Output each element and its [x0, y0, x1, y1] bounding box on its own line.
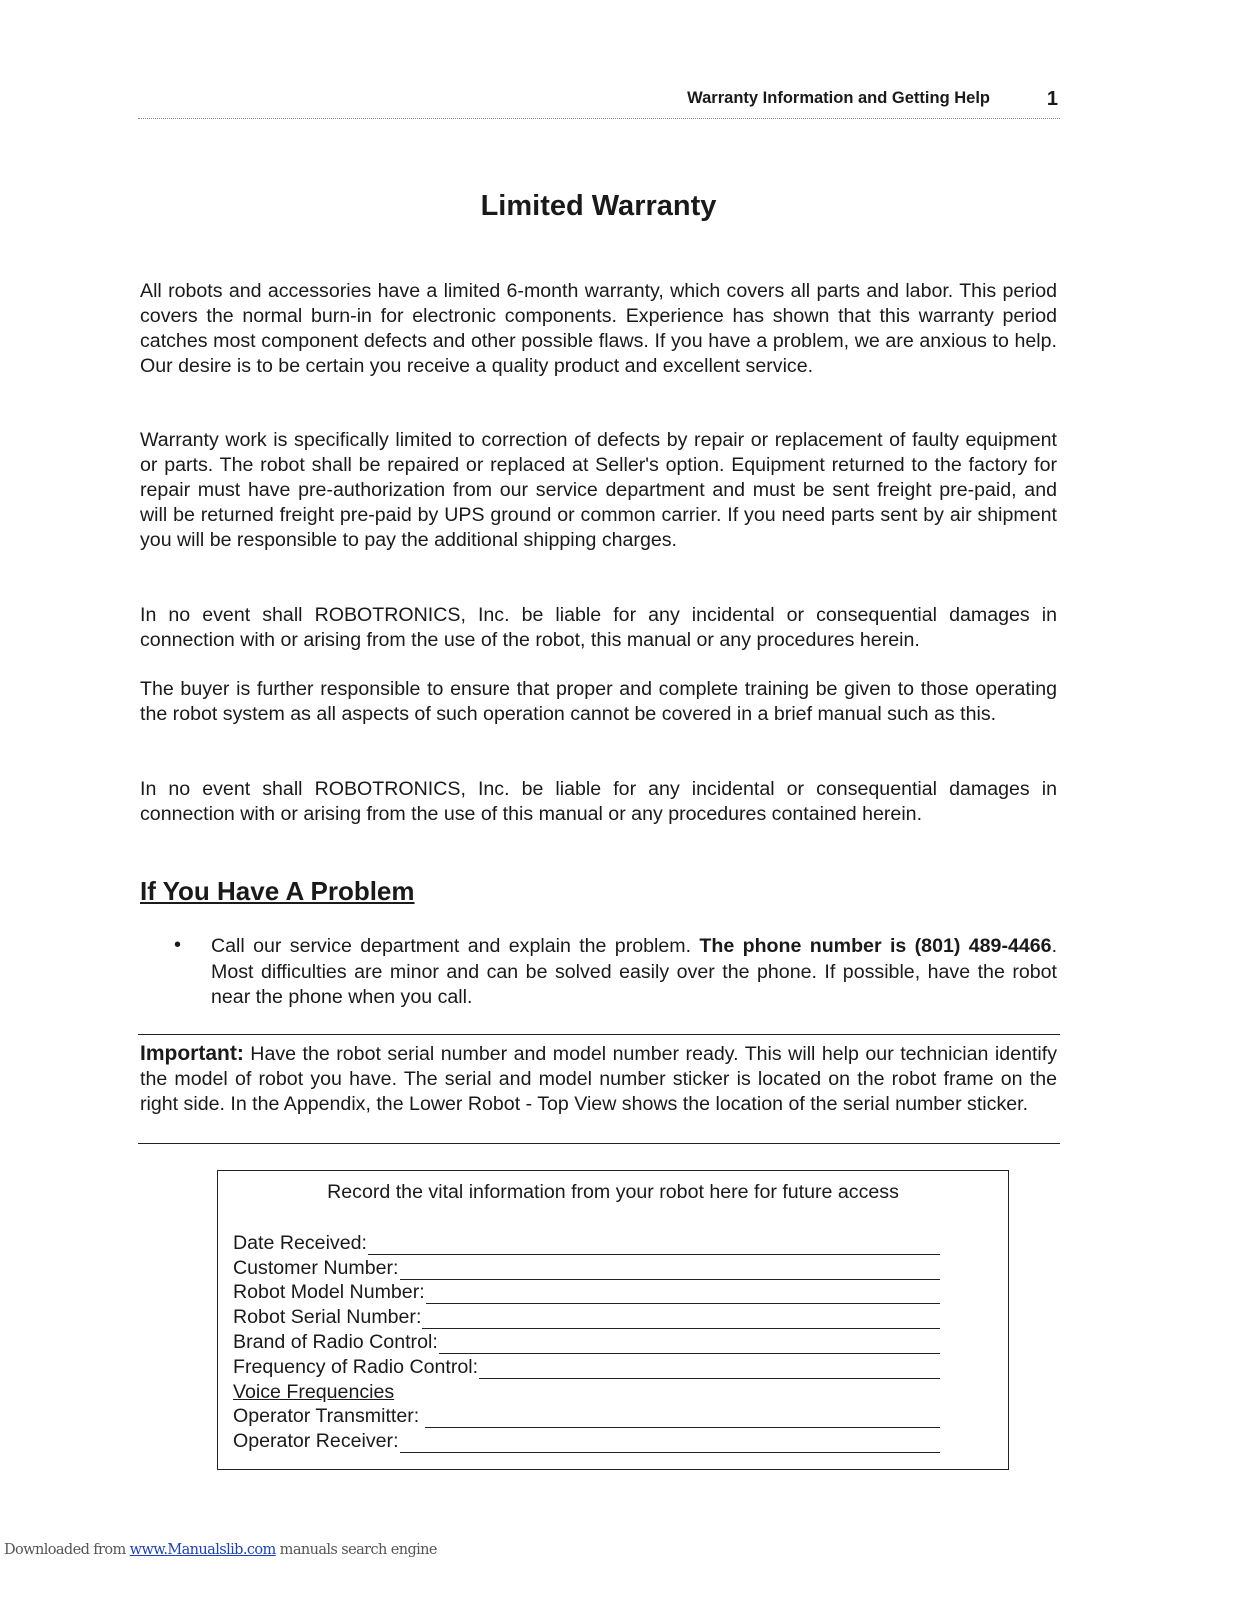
- header-section-title: Warranty Information and Getting Help: [687, 89, 990, 107]
- blank-line[interactable]: [400, 1261, 940, 1280]
- voice-frequencies-heading: Voice Frequencies: [233, 1380, 395, 1403]
- warranty-paragraph-2: Warranty work is specifically limited to correction of defects by repair or replacement of faulty equipment or parts. The robot shall be repaired or replaced at Seller's option. Equipment returned to the factory for repair must have pre-authorization from our service department and must be sent freight pre-paid, and will be returned freight pre-paid by UPS ground or common carrier. If you need parts sent by air shipment you will be responsible to pay the additional shipping charges.: [140, 429, 1057, 551]
- problem-bullet: [211, 934, 1057, 1011]
- important-text: Have the robot serial number and model number ready. This will help our technician identify the model of robot you have. The serial and model number sticker is located on the robot frame on the right side. In the Appendix, the Lower Robot - Top View shows the location of the serial number sticker.: [140, 1043, 1057, 1115]
- field-radio-brand: Brand of Radio Control:: [233, 1329, 940, 1354]
- page-title: Limited Warranty: [480, 190, 717, 222]
- blank-line[interactable]: [425, 1409, 940, 1428]
- blank-line[interactable]: [479, 1360, 940, 1379]
- field-date-received: Date Received:: [233, 1230, 940, 1255]
- blank-line[interactable]: [426, 1285, 940, 1304]
- warranty-paragraph-3: In no event shall ROBOTRONICS, Inc. be liable for any incidental or consequential damages in connection with or arising from the use of the robot, this manual or any procedures herein.: [140, 604, 1057, 651]
- problem-heading: If You Have A Problem: [140, 876, 415, 906]
- field-robot-model-number: Robot Model Number:: [233, 1280, 940, 1305]
- warranty-paragraph-1: All robots and accessories have a limited 6-month warranty, which covers all parts and labor. This period covers the normal burn-in for electronic components. Experience has shown that this warranty period catches most component defects and other possible flaws. If you have a problem, we are anxious to help. Our desire is to be certain you receive a quality product and excellent service.: [140, 280, 1057, 377]
- bullet-icon: •: [174, 934, 182, 956]
- important-note: [138, 1034, 1060, 1144]
- bullet-text-after: . Most difficulties are minor and can be solved easily over the phone. If possible, have the robot near the phone when you call.: [211, 935, 1058, 1008]
- record-info-box: [217, 1170, 1009, 1470]
- page-header: [138, 86, 1060, 119]
- field-customer-number: Customer Number:: [233, 1255, 940, 1280]
- important-label: Important:: [140, 1042, 244, 1065]
- blank-line[interactable]: [400, 1434, 940, 1453]
- record-box-title: Record the vital information from your robot here for future access: [327, 1181, 899, 1203]
- field-robot-serial-number: Robot Serial Number:: [233, 1304, 940, 1329]
- bullet-text-before: Call our service department and explain the problem.: [211, 935, 700, 957]
- warranty-paragraph-4: The buyer is further responsible to ensure that proper and complete training be given to those operating the robot system as all aspects of such operation cannot be covered in a brief manual such as this.: [140, 678, 1057, 725]
- field-operator-receiver: Operator Receiver:: [233, 1428, 940, 1453]
- field-operator-transmitter: Operator Transmitter:: [233, 1404, 940, 1429]
- warranty-paragraph-5: In no event shall ROBOTRONICS, Inc. be liable for any incidental or consequential damages in connection with or arising from the use of this manual or any procedures contained herein.: [140, 778, 1057, 825]
- blank-line[interactable]: [422, 1310, 940, 1329]
- record-fields: [233, 1230, 940, 1453]
- blank-line[interactable]: [439, 1335, 940, 1354]
- download-footer: Downloaded from www.Manualslib.com manuals search engine: [4, 1542, 437, 1558]
- phone-number: The phone number is (801) 489-4466: [699, 935, 1052, 957]
- field-radio-frequency: Frequency of Radio Control:: [233, 1354, 940, 1379]
- page-number: 1: [1046, 88, 1058, 110]
- blank-line[interactable]: [368, 1236, 940, 1255]
- manualslib-link[interactable]: www.Manualslib.com: [129, 1542, 276, 1558]
